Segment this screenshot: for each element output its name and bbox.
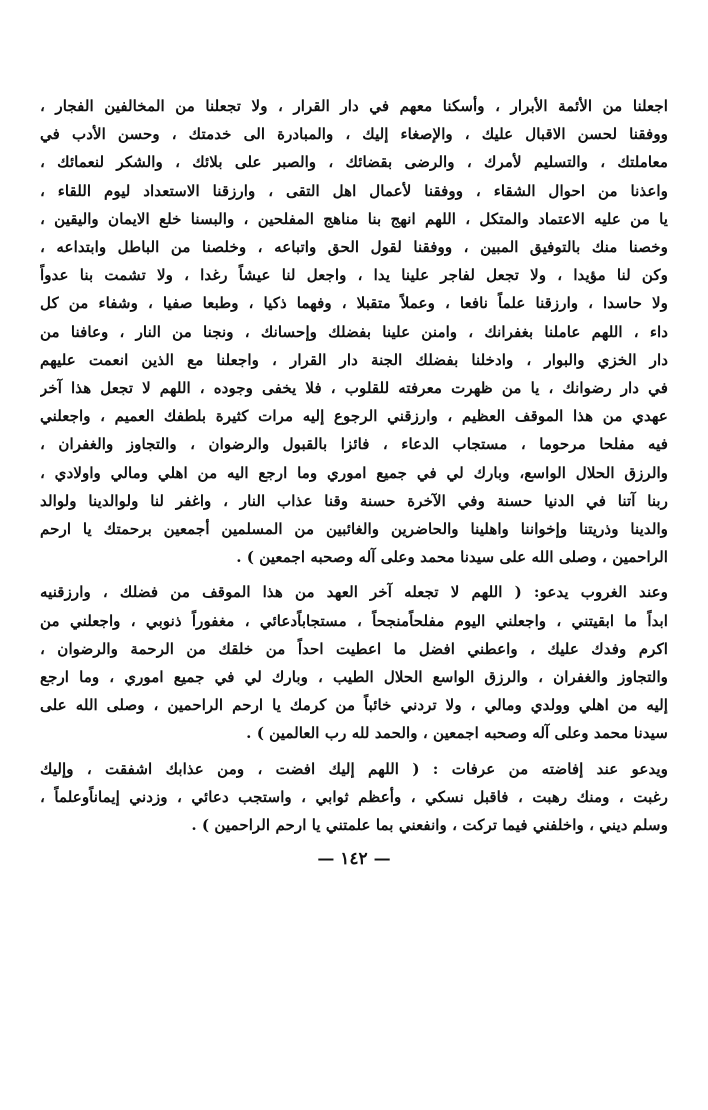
text-line: والرزق الحلال الواسع، وبارك لي في جميع اموري وما ارجع اليه من اهلي ومالي واولادي ، bbox=[40, 463, 668, 482]
text-line: ووفقنا لحسن الاقبال عليك ، والإصغاء إليك ، والمبادرة الى خدمتك ، وحسن الأدب في bbox=[40, 125, 668, 144]
text-line: معاملتك ، والتسليم لأمرك ، والرضى بقضائك ، والصبر على بلائك ، والشكر لنعمائك ، bbox=[40, 153, 668, 172]
paragraph bbox=[40, 755, 668, 840]
text-line: اجعلنا من الأئمة الأبرار ، وأسكنا معهم في دار القرار ، ولا تجعلنا من المخالفين الفجار ، bbox=[40, 97, 668, 115]
text-line: وخصنا منك بالتوفيق المبين ، ووفقنا لقول الحق واتباعه ، وخلصنا من الباطل وابتداعه ، bbox=[40, 238, 668, 257]
paragraph-gap bbox=[40, 571, 668, 578]
text-line: وعند الغروب يدعو: ( اللهم لا تجعله آخر العهد من هذا الموقف من فضلك ، وارزقنيه bbox=[40, 583, 668, 602]
text-line: ولا حاسدا ، وارزقنا علماً نافعا ، وعملاً متقبلا ، وفهما ذكيا ، وطبعا صفيا ، وشفاء من كل bbox=[40, 294, 668, 313]
text-line: ويدعو عند إفاضته من عرفات : ( اللهم إليك افضت ، ومن عذابك اشفقت ، وإليك bbox=[40, 759, 668, 778]
text-line: إليه من اهلي وولدي ومالي ، ولا تردني خائباً من كرمك يا ارحم الراحمين ، وصلى الله على bbox=[40, 696, 668, 715]
paragraph bbox=[40, 92, 668, 571]
page-text bbox=[40, 92, 668, 839]
page-number: — ١٤٢ — bbox=[317, 849, 391, 870]
text-line: واعذنا من احوال الشقاء ، ووفقنا لأعمال اهل التقى ، وارزقنا الاستعداد ليوم اللقاء ، bbox=[40, 181, 668, 200]
text-line: وسلم ديني ، واخلفني فيما تركت ، وانفعني بما علمتني يا ارحم الراحمين ) . bbox=[191, 816, 668, 835]
text-line: فيه مفلحا مرحوما ، مستجاب الدعاء ، فائزا بالقبول والرضوان ، والتجاوز والغفران ، bbox=[40, 435, 668, 454]
text-line: عهدي من هذا الموقف العظيم ، وارزقني الرجوع إليه مرات كثيرة بلطفك العميم ، واجعلني bbox=[40, 407, 668, 426]
text-line: وكن لنا مؤيدا ، ولا تجعل لفاجر علينا يدا ، واجعل لنا عيشاً رغدا ، ولا تشمت بنا عدواً bbox=[40, 266, 668, 285]
text-line: دار الخزي والبوار ، وادخلنا بفضلك الجنة دار القرار ، واجعلنا مع الذين انعمت عليهم bbox=[40, 350, 668, 369]
text-line: والتجاوز والغفران ، والرزق الواسع الحلال الطيب ، وبارك لي في جميع اموري ، وما ارجع bbox=[40, 668, 668, 687]
text-line: داء ، اللهم عاملنا بغفرانك ، وامنن علينا بفضلك وإحسانك ، ونجنا من النار ، وعافنا من bbox=[40, 322, 668, 341]
paragraph bbox=[40, 578, 668, 747]
text-line: اكرم وفدك عليك ، واعطني افضل ما اعطيت احداً من خلقك من الرحمة والرضوان ، bbox=[40, 639, 668, 658]
text-line: في دار رضوانك ، يا من ظهرت معرفته للقلوب ، فلا يخفى وجوده ، اللهم لا تجعل هذا آخر bbox=[40, 379, 668, 398]
text-line: يا من عليه الاعتماد والمتكل ، اللهم انهج بنا مناهج المفلحين ، والبسنا خلع الايمان واليقين ، bbox=[40, 209, 668, 228]
text-line: ابداً ما ابقيتني ، واجعلني اليوم مفلحاًمنجحاً ، مستجاباًدعائي ، مغفوراً ذنوبي ، واجعلني من bbox=[40, 611, 668, 630]
text-line: رغبت ، ومنك رهبت ، فاقبل نسكي ، وأعظم ثوابي ، واستجب دعائي ، وزدني إيماناًوعلماً ، bbox=[40, 787, 668, 806]
text-line: ربنا آتنا في الدنيا حسنة وفي الآخرة حسنة وقنا عذاب النار ، واغفر لنا ولوالدينا ولوالد bbox=[40, 491, 668, 510]
text-line: سيدنا محمد وعلى آله وصحبه اجمعين ، والحمد لله رب العالمين ) . bbox=[246, 724, 668, 743]
text-line: والدينا وذريتنا وإخواننا واهلينا والحاضرين والغائبين من المسلمين أجمعين برحمتك يا ارحم bbox=[40, 520, 668, 539]
text-line: الراحمين ، وصلى الله على سيدنا محمد وعلى آله وصحبه اجمعين ) . bbox=[236, 548, 668, 567]
paragraph-gap bbox=[40, 748, 668, 755]
